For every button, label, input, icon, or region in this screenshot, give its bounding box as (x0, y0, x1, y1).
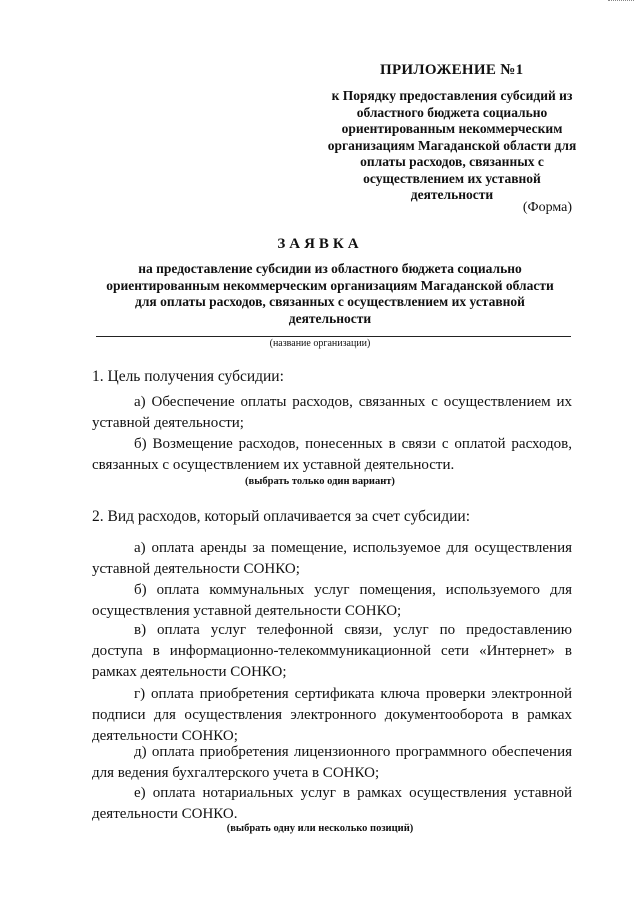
section-1-item-b: б) Возмещение расходов, понесенных в связи с оплатой расходов, связанных с осуществлением их уставной деятельности. (92, 436, 572, 473)
section-2-note: (выбрать одну или несколько позиций) (226, 823, 414, 834)
organization-name-caption: (название организации) (269, 338, 371, 349)
scan-corner-mark (608, 0, 634, 9)
section-1-item-a: а) Обеспечение оплаты расходов, связанных с осуществлением их уставной деятельности; (92, 394, 572, 431)
form-label: (Форма) (522, 200, 572, 215)
section-2-title: 2. Вид расходов, который оплачивается за счет субсидии: (92, 508, 470, 525)
application-title: ЗАЯВКА (277, 236, 363, 252)
section-2-item-a: а) оплата аренды за помещение, используемое для осуществления уставной деятельности СОНКО; (92, 540, 572, 577)
section-2-item-d: г) оплата приобретения сертификата ключа проверки электронной подписи для осуществления электронного документооборота в рамках деятельности СОНКО; (92, 686, 572, 744)
application-subtitle: на предоставление субсидии из областного бюджета социально ориентированным некоммерческим организациям Магаданской области для оплаты расходов, связанных с осуществлением их уставной деятельности (106, 261, 554, 326)
appendix-body: к Порядку предоставления субсидий из областного бюджета социально ориентированным некоммерческим организациям Магаданской области для оплаты расходов, связанных с осуществлением их уставной деятельности (327, 88, 577, 202)
section-2-item-c: в) оплата услуг телефонной связи, услуг по предоставлению доступа в информационно-телекоммуникационной сети «Интернет» в рамках деятельности СОНКО; (92, 622, 572, 680)
organization-name-line (96, 336, 571, 337)
section-1-title: 1. Цель получения субсидии: (92, 368, 284, 385)
section-1-note: (выбрать только один вариант) (245, 476, 395, 487)
section-2-item-f: е) оплата нотариальных услуг в рамках осуществления уставной деятельности СОНКО. (92, 785, 572, 822)
section-2-item-b: б) оплата коммунальных услуг помещения, используемого для осуществления уставной деятельности СОНКО; (92, 582, 572, 619)
section-2-item-e: д) оплата приобретения лицензионного программного обеспечения для ведения бухгалтерского учета в СОНКО; (92, 744, 572, 781)
appendix-title: ПРИЛОЖЕНИЕ №1 (380, 62, 524, 78)
